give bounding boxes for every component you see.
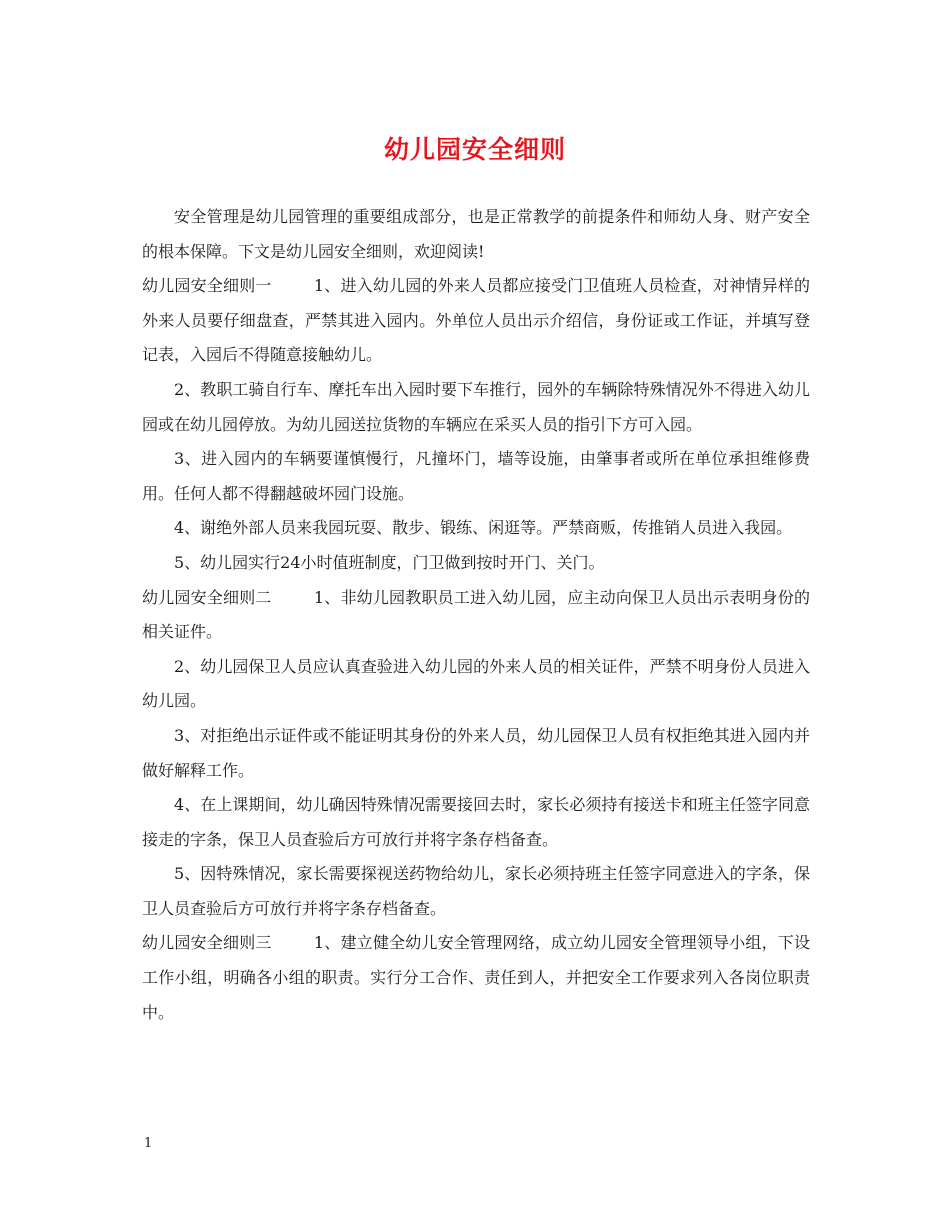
paragraph-text: 2、教职工骑自行车、摩托车出入园时要下车推行，园外的车辆除特殊情况外不得进入幼儿园或在幼儿园停放。为幼儿园送拉货物的车辆应在采买人员的指引下方可入园。 bbox=[142, 379, 810, 434]
section-heading: 幼儿园安全细则一 bbox=[142, 276, 272, 296]
paragraph-text: 5、因特殊情况，家长需要探视送药物给幼儿，家长必须持班主任签字同意进入的字条，保卫人员查验后方可放行并将字条存档备查。 bbox=[142, 864, 810, 918]
section-heading: 幼儿园安全细则二 bbox=[142, 587, 272, 607]
list-paragraph bbox=[142, 719, 810, 788]
paragraph-text: 1、非幼儿园教职员工进入幼儿园，应主动向保卫人员出示表明身份的相关证件。 bbox=[142, 587, 810, 642]
list-paragraph bbox=[142, 546, 810, 581]
paragraph-text: 4、在上课期间，幼儿确因特殊情况需要接回去时，家长必须持有接送卡和班主任签字同意接走的字条，保卫人员查验后方可放行并将字条存档备查。 bbox=[142, 795, 810, 849]
paragraph-text: 安全管理是幼儿园管理的重要组成部分，也是正常教学的前提条件和师幼人身、财产安全的根本保障。下文是幼儿园安全细则，欢迎阅读! bbox=[142, 207, 810, 261]
list-paragraph bbox=[142, 857, 810, 926]
list-paragraph bbox=[142, 788, 810, 857]
paragraph-text: 5、幼儿园实行24小时值班制度，门卫做到按时开门、关门。 bbox=[174, 552, 605, 572]
section-three-paragraph bbox=[142, 926, 810, 1030]
section-gap bbox=[272, 933, 314, 952]
paragraph-text: 2、幼儿园保卫人员应认真查验进入幼儿园的外来人员的相关证件，严禁不明身份人员进入幼儿园。 bbox=[142, 656, 810, 711]
section-one-paragraph bbox=[142, 269, 810, 373]
paragraph-text: 3、对拒绝出示证件或不能证明其身份的外来人员，幼儿园保卫人员有权拒绝其进入园内并做好解释工作。 bbox=[142, 725, 810, 780]
paragraph-text: 1、进入幼儿园的外来人员都应接受门卫值班人员检查，对神情异样的外来人员要仔细盘查，严禁其进入园内。外单位人员出示介绍信，身份证或工作证，并填写登记表，入园后不得随意接触幼儿。 bbox=[142, 276, 810, 365]
section-two-paragraph bbox=[142, 581, 810, 650]
intro-paragraph bbox=[142, 200, 810, 269]
list-paragraph bbox=[142, 650, 810, 719]
section-gap bbox=[272, 276, 314, 295]
paragraph-text: 4、谢绝外部人员来我园玩耍、散步、锻练、闲逛等。严禁商贩，传推销人员进入我园。 bbox=[174, 518, 793, 538]
list-paragraph bbox=[142, 511, 810, 546]
document-body bbox=[142, 200, 810, 1030]
section-heading: 幼儿园安全细则三 bbox=[142, 933, 272, 953]
paragraph-text: 3、进入园内的车辆要谨慎慢行，凡撞坏门，墙等设施，由肇事者或所在单位承担维修费用。任何人都不得翻越破坏园门设施。 bbox=[142, 449, 810, 503]
list-paragraph bbox=[142, 442, 810, 511]
page-number: 1 bbox=[144, 1136, 153, 1151]
document-title: 幼儿园安全细则 bbox=[383, 135, 566, 164]
section-gap bbox=[272, 588, 314, 607]
paragraph-text: 1、建立健全幼儿安全管理网络，成立幼儿园安全管理领导小组，下设工作小组，明确各小组的职责。实行分工合作、责任到人，并把安全工作要求列入各岗位职责中。 bbox=[142, 933, 810, 1022]
list-paragraph bbox=[142, 373, 810, 442]
